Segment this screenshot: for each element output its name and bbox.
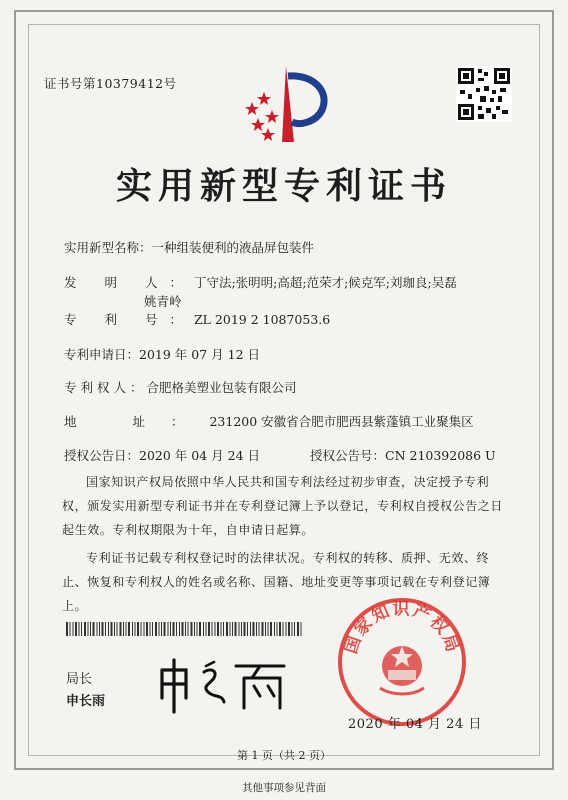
- address-row: [64, 412, 474, 430]
- inventors-value: 丁守法;张明明;高超;范荣才;候克军;刘珈良;吴磊: [193, 275, 457, 290]
- patent-number-label: 专 利 号：: [64, 312, 194, 327]
- legal-status-statement: 专利证书记载专利权登记时的法律状况。专利权的转移、质押、无效、终止、恢复和专利权人的姓名或名称、国籍、地址变更等事项记载在专利登记簿上。: [62, 551, 491, 613]
- seal-date: 2020 年 04 月 24 日: [348, 717, 482, 732]
- utility-model-name-row: [64, 238, 314, 256]
- filing-date-label: 专利申请日：: [64, 347, 140, 362]
- filing-date-value: 2019 年 07 月 12 日: [139, 347, 261, 362]
- patentee-row: [64, 378, 297, 396]
- filing-date-row: [64, 345, 260, 363]
- utility-model-name-value: 一种组装便利的液晶屏包装件: [151, 240, 315, 255]
- barcode-icon: [66, 622, 302, 636]
- director-title: 局长: [66, 672, 93, 687]
- grant-date-label: 授权公告日：: [64, 448, 140, 463]
- qr-code-icon: [456, 66, 512, 122]
- director-name: 申长雨: [66, 694, 106, 709]
- page-number: 第 1 页（共 2 页）: [237, 749, 331, 762]
- patentee-label: 专利权人：: [64, 380, 147, 395]
- grant-number-value: CN 210392086 U: [385, 448, 496, 463]
- address-value: 231200 安徽省合肥市肥西县紫蓬镇工业聚集区: [209, 414, 474, 429]
- certificate-number: 证书号第10379412号: [44, 76, 177, 91]
- grant-date-value: 2020 年 04 月 24 日: [139, 448, 261, 463]
- patent-number-value: ZL 2019 2 1087053.6: [193, 312, 331, 327]
- cnipa-official-seal-icon: [336, 596, 468, 728]
- grant-number-label: 授权公告号：: [310, 448, 386, 463]
- inventors-continued: 姚青岭: [144, 294, 182, 309]
- seal-text: 国家知识产权局: [341, 599, 463, 657]
- footer-note: 其他事项参见背面: [242, 782, 326, 794]
- address-label: 地 址：: [64, 414, 210, 429]
- cnipa-logo-icon: [238, 62, 334, 148]
- inventors-row: [64, 273, 457, 291]
- patent-number-row: [64, 310, 330, 328]
- certificate-title: 实用新型专利证书: [115, 165, 452, 207]
- patentee-value: 合肥格美塑业包装有限公司: [146, 380, 297, 395]
- grant-date-row: [64, 446, 260, 464]
- grant-statement: 国家知识产权局依照中华人民共和国专利法经过初步审查，决定授予专利权，颁发实用新型专利证书并在专利登记簿上予以登记，专利权自授权公告之日起生效。专利权期限为十年，自申请日起算。: [62, 475, 504, 537]
- grant-number-row: [310, 446, 496, 464]
- inventors-label: 发 明 人：: [64, 275, 194, 290]
- director-signature-icon: [152, 654, 292, 714]
- utility-model-name-label: 实用新型名称：: [64, 240, 152, 255]
